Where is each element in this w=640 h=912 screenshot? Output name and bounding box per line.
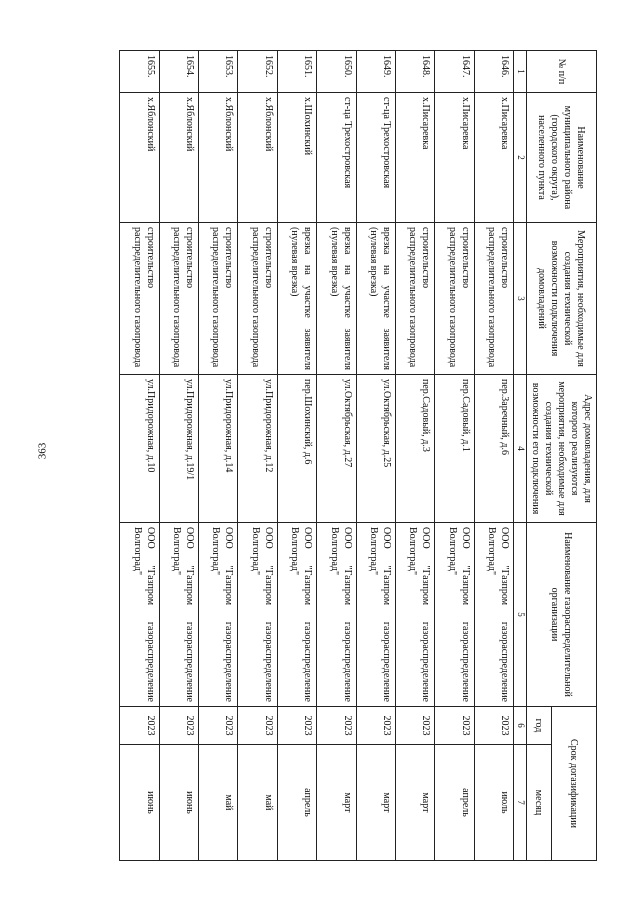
row-address: ул.Октябрьская, д.27 xyxy=(317,375,356,523)
header-locality: Наименование муниципального района (городского округа), населенного пункта xyxy=(527,93,597,223)
row-number: 1653. xyxy=(198,51,237,93)
row-locality: х.Писаревка xyxy=(396,93,435,223)
row-number: 1648. xyxy=(396,51,435,93)
header-term-group: Срок догазификации xyxy=(551,707,596,861)
row-action: врезка на участке заявителя (нулевая врезка) xyxy=(317,223,356,375)
row-action: врезка на участке заявителя (нулевая врезка) xyxy=(356,223,395,375)
table-row xyxy=(317,51,356,861)
row-year: 2023 xyxy=(356,707,395,745)
row-month: май xyxy=(238,745,277,861)
table-body xyxy=(120,51,514,861)
row-locality: х.Писаревка xyxy=(474,93,513,223)
header-action: Мероприятия, необходимые для создания технической возможности подключения домовладений xyxy=(527,223,597,375)
row-action: строительство распределительного газопровода xyxy=(120,223,160,375)
row-year: 2023 xyxy=(317,707,356,745)
table-row xyxy=(396,51,435,861)
row-address: ул.Придорожная, д.12 xyxy=(238,375,277,523)
gasification-table xyxy=(119,50,597,861)
table-header xyxy=(514,51,597,861)
row-year: 2023 xyxy=(159,707,198,745)
page-number: 363 xyxy=(36,442,49,460)
table-row xyxy=(198,51,237,861)
row-locality: х.Яблонский xyxy=(238,93,277,223)
header-org: Наименование газораспределительной организации xyxy=(527,523,597,707)
row-number: 1654. xyxy=(159,51,198,93)
row-number: 1651. xyxy=(277,51,316,93)
table-row xyxy=(277,51,316,861)
row-org: ООО "Газпром газораспределение Волгоград" xyxy=(120,523,160,707)
row-org: ООО "Газпром газораспределение Волгоград" xyxy=(277,523,316,707)
row-address: пер.Садовый, д.3 xyxy=(396,375,435,523)
table-row xyxy=(356,51,395,861)
row-address: ул.Октябрьская, д.25 xyxy=(356,375,395,523)
row-locality: х.Яблонский xyxy=(120,93,160,223)
row-month: март xyxy=(356,745,395,861)
column-number: 3 xyxy=(514,223,527,375)
row-month: март xyxy=(317,745,356,861)
column-number: 1 xyxy=(514,51,527,93)
row-number: 1655. xyxy=(120,51,160,93)
table-row xyxy=(238,51,277,861)
row-org: ООО "Газпром газораспределение Волгоград" xyxy=(317,523,356,707)
row-action: строительство распределительного газопровода xyxy=(238,223,277,375)
row-locality: х.Писаревка xyxy=(435,93,474,223)
row-locality: х.Яблонский xyxy=(198,93,237,223)
row-month: июнь xyxy=(159,745,198,861)
row-year: 2023 xyxy=(120,707,160,745)
column-number: 5 xyxy=(514,523,527,707)
row-org: ООО "Газпром газораспределение Волгоград" xyxy=(435,523,474,707)
row-locality: ст-ца Трехостровская xyxy=(317,93,356,223)
row-action: строительство распределительного газопровода xyxy=(198,223,237,375)
column-number: 2 xyxy=(514,93,527,223)
row-month: март xyxy=(396,745,435,861)
row-action: строительство распределительного газопровода xyxy=(396,223,435,375)
row-number: 1652. xyxy=(238,51,277,93)
row-action: строительство распределительного газопровода xyxy=(435,223,474,375)
row-address: ул.Придорожная, д.19/1 xyxy=(159,375,198,523)
row-number: 1650. xyxy=(317,51,356,93)
column-number: 4 xyxy=(514,375,527,523)
column-number-row xyxy=(514,51,527,861)
row-month: апрель xyxy=(277,745,316,861)
table-row xyxy=(159,51,198,861)
row-locality: х.Яблонский xyxy=(159,93,198,223)
row-action: врезка на участке заявителя (нулевая врезка) xyxy=(277,223,316,375)
row-address: ул.Придорожная, д.10 xyxy=(120,375,160,523)
row-locality: х.Шохинский xyxy=(277,93,316,223)
column-number: 7 xyxy=(514,745,527,861)
row-number: 1649. xyxy=(356,51,395,93)
table-row xyxy=(435,51,474,861)
row-org: ООО "Газпром газораспределение Волгоград" xyxy=(356,523,395,707)
row-year: 2023 xyxy=(396,707,435,745)
row-org: ООО "Газпром газораспределение Волгоград" xyxy=(198,523,237,707)
row-action: строительство распределительного газопровода xyxy=(159,223,198,375)
row-year: 2023 xyxy=(238,707,277,745)
row-month: июнь xyxy=(120,745,160,861)
row-year: 2023 xyxy=(277,707,316,745)
row-month: май xyxy=(198,745,237,861)
header-year: год xyxy=(527,707,552,745)
row-month: апрель xyxy=(435,745,474,861)
row-address: пер.Садовый, д.1 xyxy=(435,375,474,523)
row-number: 1647. xyxy=(435,51,474,93)
header-address: Адрес домовладения, для которого реализуются мероприятия, необходимые для создания технической возможности его подключения xyxy=(527,375,597,523)
row-year: 2023 xyxy=(435,707,474,745)
row-year: 2023 xyxy=(198,707,237,745)
row-org: ООО "Газпром газораспределение Волгоград" xyxy=(159,523,198,707)
table-row xyxy=(120,51,160,861)
row-locality: ст-ца Трехостровская xyxy=(356,93,395,223)
table-row xyxy=(474,51,513,861)
row-org: ООО "Газпром газораспределение Волгоград" xyxy=(396,523,435,707)
row-number: 1646. xyxy=(474,51,513,93)
row-org: ООО "Газпром газораспределение Волгоград" xyxy=(474,523,513,707)
header-num: № п/п xyxy=(527,51,597,93)
row-address: ул.Придорожная, д.14 xyxy=(198,375,237,523)
row-month: июль xyxy=(474,745,513,861)
row-action: строительство распределительного газопровода xyxy=(474,223,513,375)
header-month: месяц xyxy=(527,745,552,861)
gasification-table-container xyxy=(127,50,597,860)
row-address: пер.Шохинский, д.6 xyxy=(277,375,316,523)
row-year: 2023 xyxy=(474,707,513,745)
row-org: ООО "Газпром газораспределение Волгоград" xyxy=(238,523,277,707)
column-number: 6 xyxy=(514,707,527,745)
row-address: пер.Заречный, д.6 xyxy=(474,375,513,523)
